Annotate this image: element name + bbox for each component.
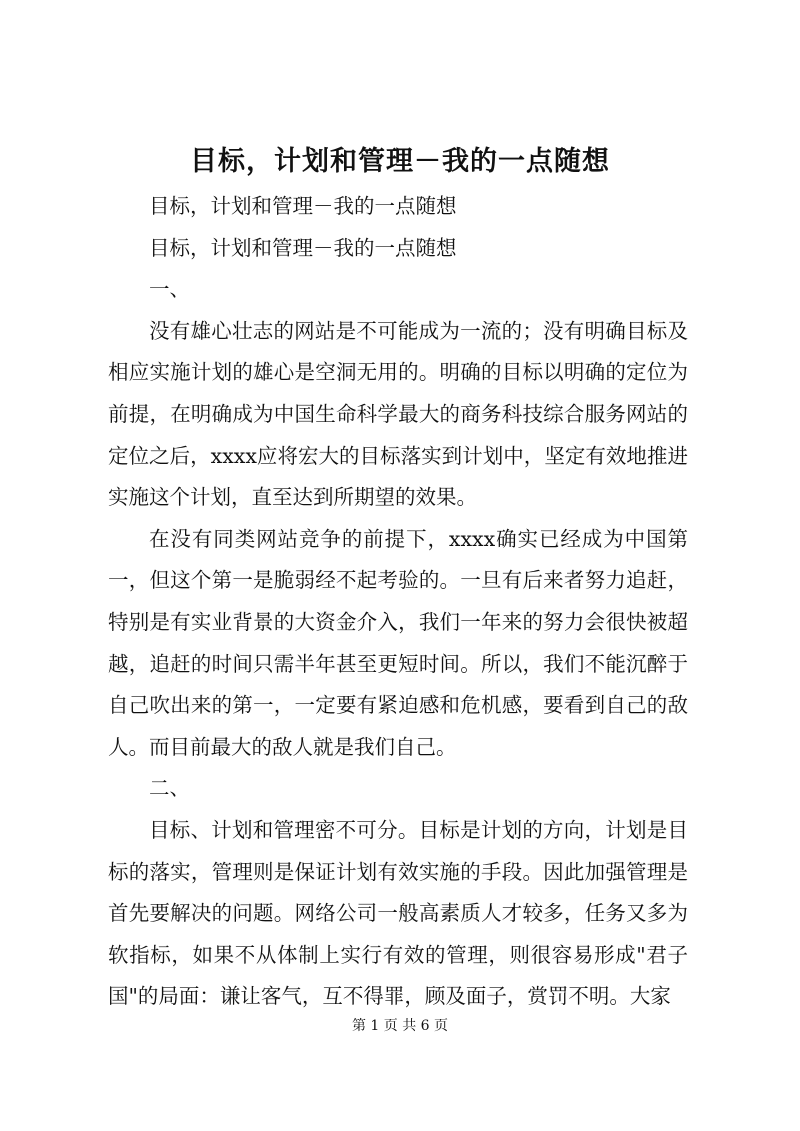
document-body — [108, 186, 688, 1018]
paragraph: 没有雄心壮志的网站是不可能成为一流的；没有明确目标及相应实施计划的雄心是空洞无用的。明确的目标以明确的定位为前提，在明确成为中国生命科学最大的商务科技综合服务网站的定位之后，xxxx应将宏大的目标落实到计划中，坚定有效地推进实施这个计划，直至达到所期望的效果。 — [108, 318, 688, 510]
page-footer: 第 1 页 共 6 页 — [351, 1018, 449, 1034]
document-title: 目标，计划和管理－我的一点随想 — [190, 146, 610, 177]
paragraph: 目标，计划和管理－我的一点随想 — [149, 235, 457, 260]
paragraph: 在没有同类网站竞争的前提下，xxxx确实已经成为中国第一，但这个第一是脆弱经不起考验的。一旦有后来者努力追赶，特别是有实业背景的大资金介入，我们一年来的努力会很快被超越，追赶的时间只需半年甚至更短时间。所以，我们不能沉醉于自己吹出来的第一，一定要有紧迫感和危机感，要看到自己的敌人。而目前最大的敌人就是我们自己。 — [108, 526, 688, 759]
paragraph: 目标、计划和管理密不可分。目标是计划的方向，计划是目标的落实，管理则是保证计划有效实施的手段。因此加强管理是首先要解决的问题。网络公司一般高素质人才较多，任务又多为软指标，如果不从体制上实行有效的管理，则很容易形成"君子国"的局面：谦让客气，互不得罪，顾及面子，赏罚不明。大家 — [108, 817, 688, 1009]
paragraph: 目标，计划和管理－我的一点随想 — [149, 194, 457, 218]
section-heading: 二、 — [149, 776, 190, 801]
section-heading: 一、 — [149, 277, 190, 302]
